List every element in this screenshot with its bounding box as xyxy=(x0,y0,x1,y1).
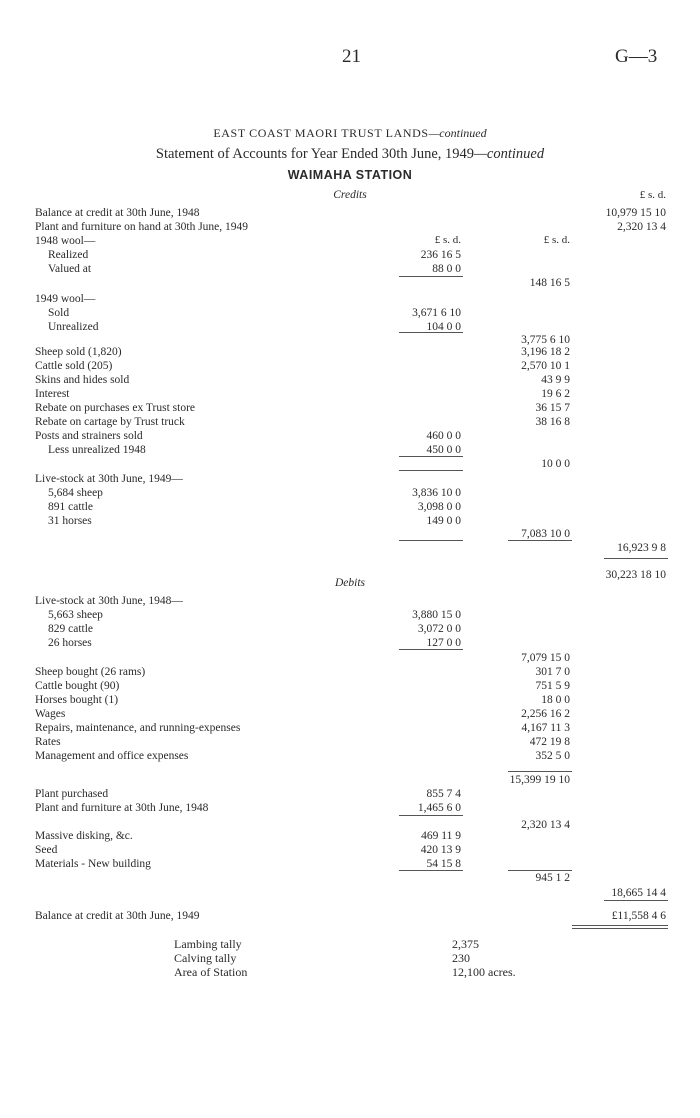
debits-row xyxy=(0,829,700,843)
amount-c1: 420 13 9 xyxy=(420,844,461,856)
credits-row xyxy=(0,220,700,234)
row-label: Seed xyxy=(35,844,58,856)
credits-row xyxy=(0,373,700,387)
amount-c2: 43 9 9 xyxy=(541,374,570,386)
title-statement xyxy=(0,146,700,163)
credits-row xyxy=(0,234,700,248)
amount-c1: 450 0 0 xyxy=(426,444,461,456)
amount-c1: 1,465 6 0 xyxy=(417,802,461,814)
debits-row xyxy=(0,801,700,815)
sum-rule xyxy=(399,470,463,471)
row-label: Cattle sold (205) xyxy=(35,360,113,372)
amount-c1: 3,072 0 0 xyxy=(417,623,461,635)
row-label: Sheep sold (1,820) xyxy=(35,346,122,358)
balance-amount: £11,558 4 6 xyxy=(611,910,666,922)
debits-row xyxy=(0,608,700,622)
row-label: Management and office expenses xyxy=(35,750,189,762)
credits-row xyxy=(0,292,700,306)
amount-c1: 855 7 4 xyxy=(426,788,461,800)
amount-c2: 2,320 13 4 xyxy=(521,819,570,831)
amount-c1: 88 0 0 xyxy=(432,263,461,275)
tally-value: 2,375 xyxy=(452,937,479,951)
credits-row xyxy=(0,401,700,415)
row-label: Less unrealized 1948 xyxy=(48,444,146,456)
debits-row xyxy=(0,693,700,707)
sum-rule xyxy=(508,870,572,871)
amount-c2: 7,079 15 0 xyxy=(521,652,570,664)
amount-c2: 10 0 0 xyxy=(541,458,570,470)
amount-c3: 2,320 13 4 xyxy=(617,221,666,233)
credits-row xyxy=(0,387,700,401)
debits-row xyxy=(0,679,700,693)
credits-row xyxy=(0,306,700,320)
amount-c2: 36 15 7 xyxy=(535,402,570,414)
row-label: Cattle bought (90) xyxy=(35,680,120,692)
row-label: Materials - New building xyxy=(35,858,151,870)
row-label: Valued at xyxy=(48,263,92,275)
balance-line xyxy=(0,909,700,923)
row-label: Unrealized xyxy=(48,321,99,333)
credits-row xyxy=(0,429,700,443)
balance-label: Balance at credit at 30th June, 1949 xyxy=(35,910,200,922)
page-code: G—3 xyxy=(615,46,658,67)
station-name: WAIMAHA STATION xyxy=(287,168,413,182)
sum-rule xyxy=(399,456,463,457)
credits-row xyxy=(0,541,700,555)
amount-c1: 469 11 9 xyxy=(421,830,461,842)
row-label: Posts and strainers sold xyxy=(35,430,143,442)
debits-row xyxy=(0,886,700,900)
sum-rule xyxy=(604,558,668,559)
row-label: Horses bought (1) xyxy=(35,694,119,706)
row-label: 891 cattle xyxy=(48,501,94,513)
row-label: Wages xyxy=(35,708,66,720)
amount-c1: 460 0 0 xyxy=(426,430,461,442)
debits-row xyxy=(0,773,700,787)
amount-c1: 149 0 0 xyxy=(426,515,461,527)
credits-row xyxy=(0,248,700,262)
row-label: Skins and hides sold xyxy=(35,374,130,386)
row-label: Plant purchased xyxy=(35,788,109,800)
row-label: Plant and furniture on hand at 30th June, 1949 xyxy=(35,221,249,233)
credits-row xyxy=(0,514,700,528)
credits-row xyxy=(0,345,700,359)
amount-c1: 3,880 15 0 xyxy=(412,609,461,621)
statement-main: Statement of Accounts for Year Ended 30th June, 1949 xyxy=(155,146,475,162)
sum-rule xyxy=(399,332,463,333)
amount-c1: 3,836 10 0 xyxy=(412,487,461,499)
credits-heading: Credits xyxy=(333,189,367,201)
amount-c1: 236 16 5 xyxy=(420,249,461,261)
row-label: Massive disking, &c. xyxy=(35,830,133,842)
row-label: Rates xyxy=(35,736,61,748)
debits-row xyxy=(0,651,700,665)
credits-row xyxy=(0,472,700,486)
amount-c2: 15,399 19 10 xyxy=(509,774,570,786)
debits-row xyxy=(0,594,700,608)
debits-row xyxy=(0,749,700,763)
title-trust-lands: EAST COAST MAORI TRUST LANDS—continued xyxy=(213,126,487,140)
amount-c2: 3,196 18 2 xyxy=(521,346,570,358)
amount-c1: 127 0 0 xyxy=(426,637,461,649)
debits-row xyxy=(0,636,700,650)
sum-rule xyxy=(508,540,572,541)
double-rule xyxy=(572,928,668,929)
column-header-2: £ s. d. xyxy=(543,234,570,246)
amount-c2: 352 5 0 xyxy=(535,750,570,762)
row-label: Interest xyxy=(35,388,70,400)
debits-row xyxy=(0,707,700,721)
amount-c1: 104 0 0 xyxy=(426,321,461,333)
sum-rule xyxy=(399,815,463,816)
credits-row xyxy=(0,276,700,290)
row-label: 26 horses xyxy=(48,637,92,649)
row-label: Sheep bought (26 rams) xyxy=(35,666,146,678)
amount-c3: 18,665 14 4 xyxy=(611,887,666,899)
sum-rule xyxy=(399,540,463,541)
tally-value: 12,100 acres. xyxy=(452,965,516,979)
sum-rule xyxy=(604,900,668,901)
credits-row xyxy=(0,206,700,220)
amount-c2: 945 1 2 xyxy=(535,872,570,884)
row-label: Repairs, maintenance, and running-expenses xyxy=(35,722,241,734)
amount-c3: 16,923 9 8 xyxy=(617,542,666,554)
sum-rule xyxy=(399,870,463,871)
tally-label: Calving tally xyxy=(174,951,237,965)
tally-label: Area of Station xyxy=(174,965,248,979)
row-label: 5,663 sheep xyxy=(48,609,103,621)
amount-c2: 2,256 16 2 xyxy=(521,708,570,720)
amount-c1: 3,098 0 0 xyxy=(417,501,461,513)
double-rule xyxy=(572,925,668,926)
sum-rule xyxy=(508,771,572,772)
debits-row xyxy=(0,857,700,871)
amount-c1: 3,671 6 10 xyxy=(412,307,461,319)
debits-row xyxy=(0,735,700,749)
amount-c2: 18 0 0 xyxy=(541,694,570,706)
row-label: Live-stock at 30th June, 1948— xyxy=(35,595,183,607)
amount-c2: 19 6 2 xyxy=(541,388,570,400)
column-header-1: £ s. d. xyxy=(434,234,461,246)
credits-row xyxy=(0,415,700,429)
debits-row xyxy=(0,622,700,636)
row-label: Plant and furniture at 30th June, 1948 xyxy=(35,802,209,814)
amount-c2: 148 16 5 xyxy=(529,277,570,289)
row-label: Balance at credit at 30th June, 1948 xyxy=(35,207,200,219)
credits-row xyxy=(0,320,700,334)
amount-c2: 751 5 9 xyxy=(535,680,570,692)
amount-c3: 10,979 15 10 xyxy=(605,207,666,219)
row-label: Rebate on cartage by Trust truck xyxy=(35,416,185,428)
row-label: Rebate on purchases ex Trust store xyxy=(35,402,196,414)
debits-row xyxy=(0,721,700,735)
credits-row xyxy=(0,500,700,514)
credits-row xyxy=(0,457,700,471)
row-label: 31 horses xyxy=(48,515,92,527)
column-header-3: £ s. d. xyxy=(639,189,666,201)
tally-label: Lambing tally xyxy=(174,937,242,951)
row-label: 1948 wool— xyxy=(35,235,96,247)
debits-row xyxy=(0,665,700,679)
debits-row xyxy=(0,871,700,885)
row-label: Realized xyxy=(48,249,89,261)
row-label: 1949 wool— xyxy=(35,293,96,305)
statement-cont: —continued xyxy=(474,146,545,162)
amount-c2: 38 16 8 xyxy=(535,416,570,428)
credits-row xyxy=(0,486,700,500)
credits-row xyxy=(0,527,700,541)
debits-row xyxy=(0,843,700,857)
debits-row xyxy=(0,787,700,801)
amount-c2: 472 19 8 xyxy=(529,736,570,748)
debits-heading: Debits xyxy=(334,577,366,589)
amount-c2: 7,083 10 0 xyxy=(521,528,570,540)
credits-row xyxy=(0,443,700,457)
amount-c2: 4,167 11 3 xyxy=(521,722,570,734)
amount-c2: 3,775 6 10 xyxy=(521,334,570,346)
amount-c3: 30,223 18 10 xyxy=(605,569,666,581)
sum-rule xyxy=(399,276,463,277)
tally-value: 230 xyxy=(452,951,470,965)
row-label: Sold xyxy=(48,307,70,319)
amount-c1: 54 15 8 xyxy=(426,858,461,870)
credits-row xyxy=(0,262,700,276)
credits-row xyxy=(0,359,700,373)
page-number: 21 xyxy=(342,46,361,67)
row-label: 829 cattle xyxy=(48,623,94,635)
row-label: Live-stock at 30th June, 1949— xyxy=(35,473,183,485)
amount-c2: 301 7 0 xyxy=(535,666,570,678)
amount-c2: 2,570 10 1 xyxy=(521,360,570,372)
sum-rule xyxy=(399,649,463,650)
row-label: 5,684 sheep xyxy=(48,487,103,499)
